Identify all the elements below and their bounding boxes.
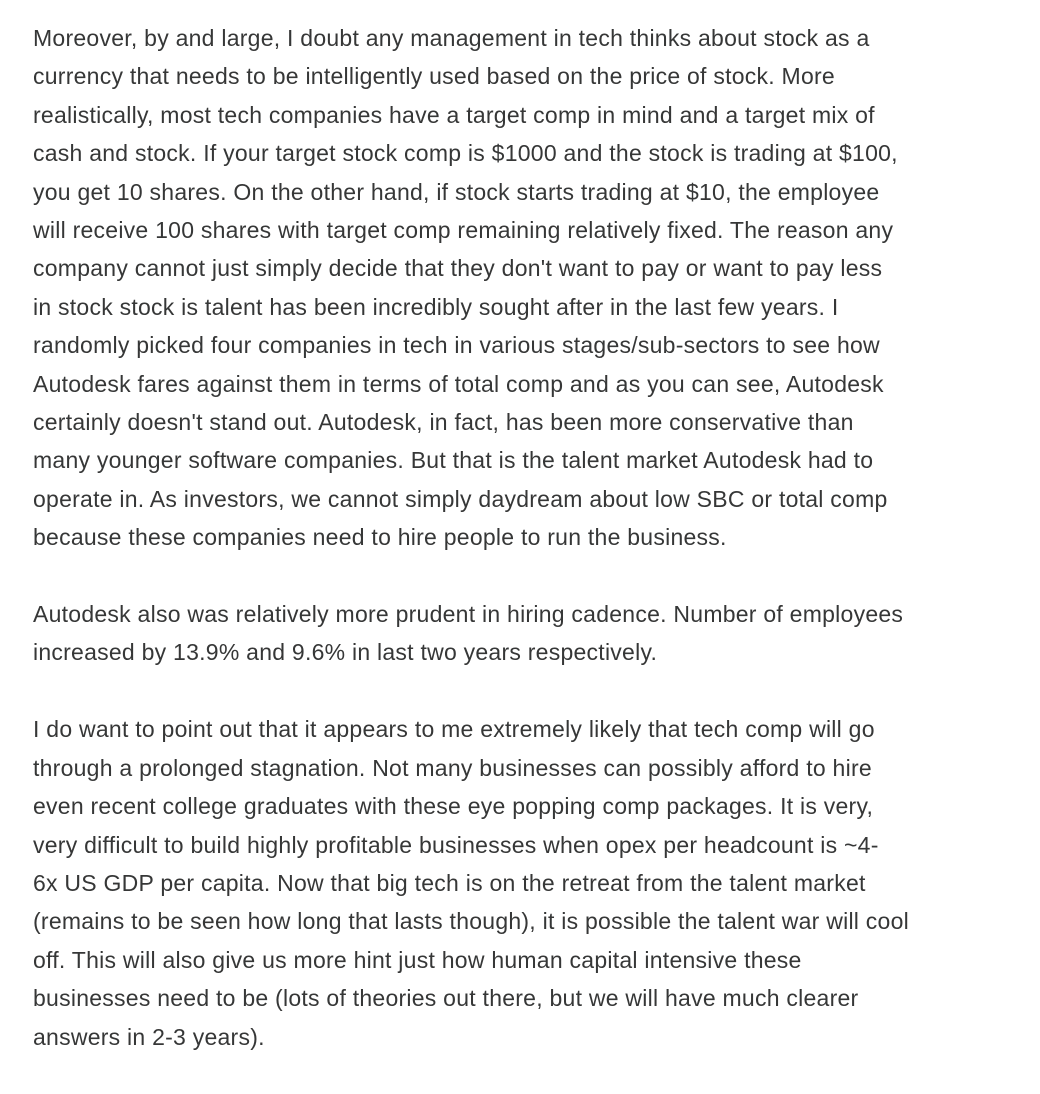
text-line: company cannot just simply decide that they don't want to pay or want to pay less [33, 255, 883, 282]
text-line: even recent college graduates with these eye popping comp packages. It is very, [33, 793, 874, 820]
text-line: businesses need to be (lots of theories out there, but we will have much clearer [33, 985, 859, 1012]
text-line: certainly doesn't stand out. Autodesk, in fact, has been more conservative than [33, 409, 854, 436]
text-line: off. This will also give us more hint just how human capital intensive these [33, 946, 802, 973]
text-line: currency that needs to be intelligently used based on the price of stock. More [33, 63, 835, 90]
text-line: I do want to point out that it appears to me extremely likely that tech comp will go [33, 716, 875, 743]
paragraph-hiring-cadence [33, 595, 1005, 672]
text-line: many younger software companies. But that is the talent market Autodesk had to [33, 447, 874, 474]
text-line: will receive 100 shares with target comp remaining relatively fixed. The reason any [33, 217, 894, 244]
article-body [33, 19, 1005, 1094]
text-line: 6x US GDP per capita. Now that big tech is on the retreat from the talent market [33, 869, 866, 896]
text-line: randomly picked four companies in tech in various stages/sub-sectors to see how [33, 332, 880, 359]
text-line: cash and stock. If your target stock comp is $1000 and the stock is trading at $100, [33, 140, 898, 167]
paragraph-stock-comp [33, 19, 1005, 557]
text-line: through a prolonged stagnation. Not many businesses can possibly afford to hire [33, 754, 872, 781]
text-line: very difficult to build highly profitable businesses when opex per headcount is ~4- [33, 831, 879, 858]
text-line: operate in. As investors, we cannot simply daydream about low SBC or total comp [33, 485, 888, 512]
text-line: Autodesk also was relatively more prudent in hiring cadence. Number of employees [33, 601, 904, 628]
text-line: in stock stock is talent has been incredibly sought after in the last few years. I [33, 293, 839, 320]
text-line: (remains to be seen how long that lasts though), it is possible the talent war will cool [33, 908, 909, 935]
text-line: realistically, most tech companies have a target comp in mind and a target mix of [33, 101, 875, 128]
paragraph-tech-comp-outlook [33, 710, 1005, 1056]
text-line: Autodesk fares against them in terms of total comp and as you can see, Autodesk [33, 370, 884, 397]
text-line: Moreover, by and large, I doubt any management in tech thinks about stock as a [33, 25, 870, 51]
text-line: increased by 13.9% and 9.6% in last two years respectively. [33, 639, 658, 666]
text-line: you get 10 shares. On the other hand, if stock starts trading at $10, the employee [33, 178, 880, 205]
text-line: answers in 2-3 years). [33, 1023, 265, 1050]
text-line: because these companies need to hire people to run the business. [33, 524, 727, 551]
